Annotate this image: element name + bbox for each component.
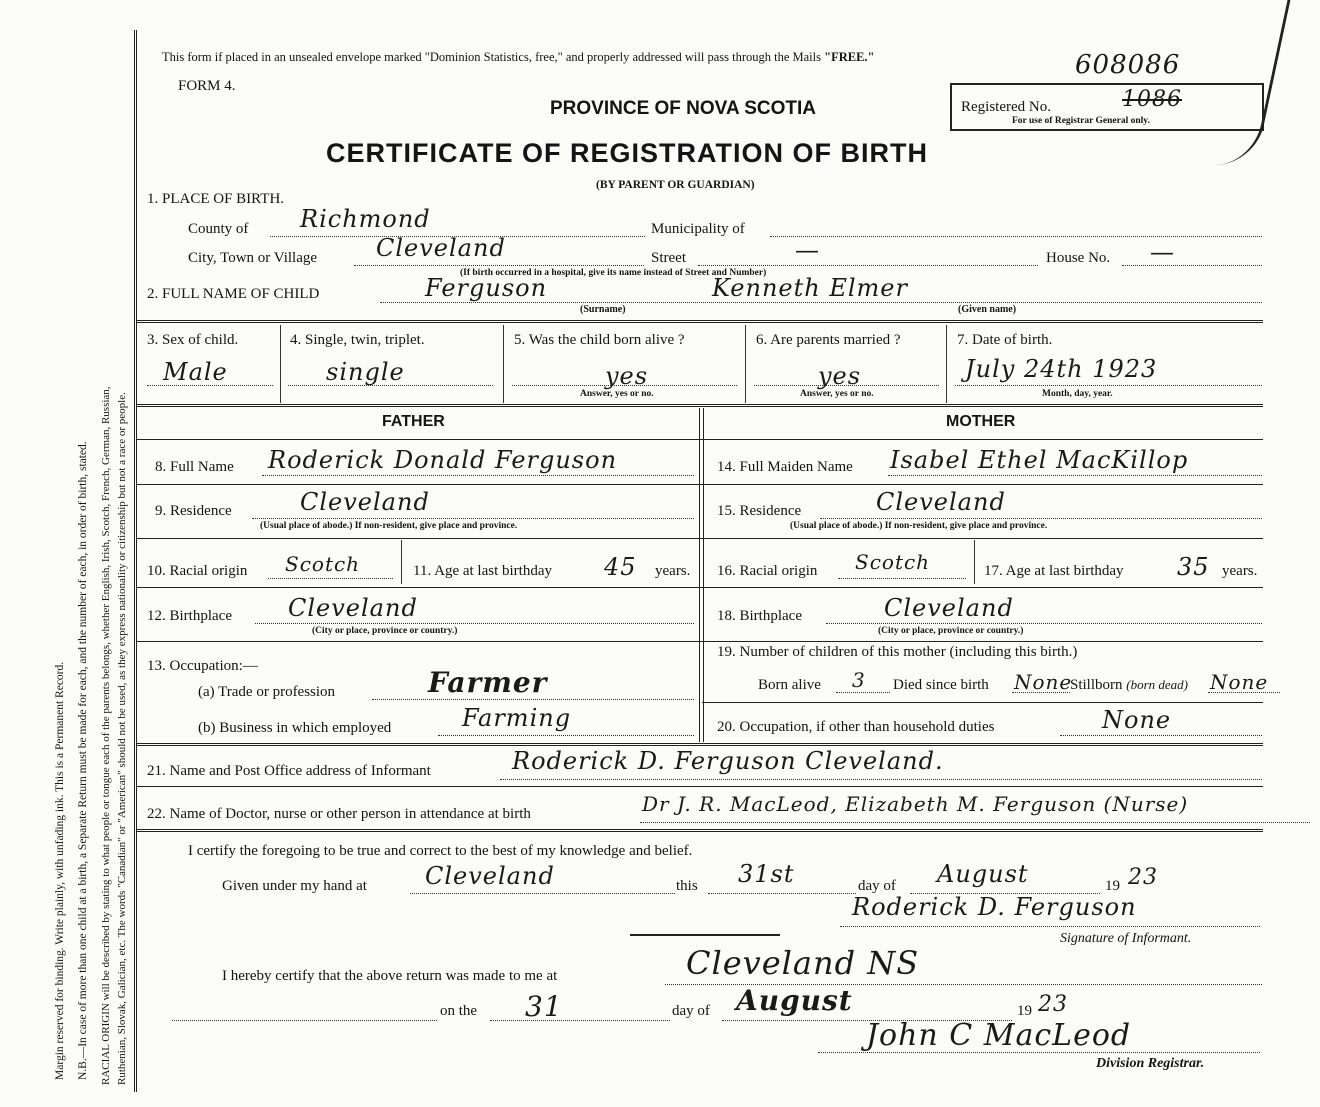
alive-value: yes bbox=[605, 362, 649, 390]
informant-label: 21. Name and Post Office address of Informant bbox=[147, 763, 431, 779]
dob-label: 7. Date of birth. bbox=[957, 332, 1053, 348]
trade-label: (a) Trade or profession bbox=[198, 684, 336, 700]
mother-age-divider bbox=[974, 540, 975, 584]
given-place-value: Cleveland bbox=[425, 862, 555, 890]
father-age-divider bbox=[401, 540, 402, 584]
given-note: (Given name) bbox=[958, 304, 1017, 315]
house-label: House No. bbox=[1046, 250, 1111, 266]
house-line bbox=[1122, 265, 1262, 266]
street-value: — bbox=[795, 236, 820, 264]
business-line bbox=[438, 735, 694, 736]
business-label: (b) Business in which employed bbox=[198, 720, 392, 736]
mother-occupation-value: None bbox=[1102, 706, 1172, 734]
mother-name-label: 14. Full Maiden Name bbox=[717, 459, 853, 475]
sex-line bbox=[147, 385, 273, 386]
mother-race-value: Scotch bbox=[855, 550, 931, 574]
informant-signature-label: Signature of Informant. bbox=[1060, 931, 1192, 946]
father-city-note: (City or place, province or country.) bbox=[312, 626, 458, 636]
parents-column-divider bbox=[699, 408, 704, 742]
margin-note-2: N.B.—In case of more than one child at a birth, a Separate Return must be made for each, and the number of each, in order of birth, stated. bbox=[77, 441, 89, 1080]
father-age-label: 11. Age at last birthday bbox=[413, 563, 552, 579]
mother-age-value: 35 bbox=[1177, 553, 1210, 581]
row-divider-2 bbox=[137, 404, 1263, 407]
doctor-value: Dr J. R. MacLeod, Elizabeth M. Ferguson (Nurse) bbox=[642, 792, 1189, 816]
registrar-statement: I hereby certify that the above return was made to me at bbox=[222, 968, 558, 984]
informant-value: Roderick D. Ferguson Cleveland. bbox=[512, 747, 944, 775]
binding-margin-line bbox=[134, 30, 137, 1092]
plurality-divider bbox=[503, 325, 504, 403]
father-race-label: 10. Racial origin bbox=[147, 563, 248, 579]
hospital-note: (If birth occurred in a hospital, give its name instead of Street and Number) bbox=[460, 268, 767, 278]
child-given: Kenneth Elmer bbox=[712, 274, 908, 302]
registrar-signature-label: Division Registrar. bbox=[1096, 1056, 1205, 1071]
parents-header-line bbox=[137, 439, 1263, 440]
mother-race-line bbox=[838, 578, 966, 579]
mother-age-label: 17. Age at last birthday bbox=[984, 563, 1124, 579]
surname-note: (Surname) bbox=[580, 304, 626, 315]
father-race-line bbox=[268, 578, 393, 579]
father-birthplace-value: Cleveland bbox=[288, 594, 418, 622]
row-19-line bbox=[702, 702, 1263, 703]
mail-notice-text: This form if placed in an unsealed envelope marked "Dominion Statistics, free," and properly addressed will pass through the Mails bbox=[162, 50, 821, 64]
business-value: Farming bbox=[462, 704, 572, 732]
child-name-line bbox=[380, 302, 1262, 303]
registrar-signature: John C MacLeod bbox=[866, 1018, 1132, 1053]
mother-race-label: 16. Racial origin bbox=[717, 563, 818, 579]
given-month-value: August bbox=[937, 860, 1029, 888]
born-alive-value: 3 bbox=[852, 668, 866, 692]
mother-birthplace-line bbox=[826, 623, 1262, 624]
dob-line bbox=[955, 385, 1262, 386]
registrar-dayof-label: day of bbox=[672, 1003, 710, 1019]
registered-label: Registered No. bbox=[961, 99, 1051, 115]
mail-notice-free: "FREE." bbox=[824, 50, 875, 64]
registered-value: 1086 bbox=[1122, 87, 1182, 112]
given-year-prefix: 19 bbox=[1105, 878, 1120, 894]
father-years: years. bbox=[655, 563, 691, 579]
city-label: City, Town or Village bbox=[188, 250, 318, 266]
father-res-label: 9. Residence bbox=[155, 503, 232, 519]
stillborn-note: (born dead) bbox=[1126, 677, 1189, 692]
row-10-line bbox=[137, 587, 1263, 588]
row-12-line bbox=[137, 641, 1263, 642]
father-name-value: Roderick Donald Ferguson bbox=[268, 446, 618, 474]
died-label: Died since birth bbox=[893, 677, 989, 693]
given-place-line bbox=[410, 893, 675, 894]
plurality-line bbox=[288, 385, 493, 386]
margin-note-4: Ruthenian, Slovak, Galician, etc. The words "Canadian" or "American" should not be used, as they express nationality or citizenship but not a race or people. bbox=[116, 392, 128, 1085]
mother-res-label: 15. Residence bbox=[717, 503, 802, 519]
married-value: yes bbox=[818, 362, 862, 390]
street-label: Street bbox=[651, 250, 686, 266]
alive-line bbox=[512, 385, 737, 386]
informant-signature: Roderick D. Ferguson bbox=[852, 893, 1137, 921]
province-heading: PROVINCE OF NOVA SCOTIA bbox=[550, 98, 817, 119]
given-day-value: 31st bbox=[738, 860, 795, 888]
row-13-line bbox=[137, 743, 1263, 746]
registrar-note: For use of Registrar General only. bbox=[1012, 116, 1150, 126]
father-race-value: Scotch bbox=[285, 552, 361, 576]
father-name-label: 8. Full Name bbox=[155, 459, 234, 475]
registrar-day-value: 31 bbox=[525, 990, 563, 1023]
place-heading: 1. PLACE OF BIRTH. bbox=[147, 191, 285, 207]
dob-value: July 24th 1923 bbox=[965, 355, 1158, 383]
alive-divider bbox=[745, 325, 746, 403]
plurality-value: single bbox=[326, 358, 405, 386]
given-label: Given under my hand at bbox=[222, 878, 367, 894]
row-22-line bbox=[137, 829, 1263, 832]
father-age-value: 45 bbox=[604, 553, 637, 581]
mother-birthplace-label: 18. Birthplace bbox=[717, 608, 802, 624]
plurality-label: 4. Single, twin, triplet. bbox=[290, 332, 425, 348]
children-label: 19. Number of children of this mother (including this birth.) bbox=[717, 644, 1078, 660]
certify-statement: I certify the foregoing to be true and correct to the best of my knowledge and belief. bbox=[188, 843, 693, 859]
mother-res-value: Cleveland bbox=[876, 488, 1006, 516]
registrar-place-value: Cleveland NS bbox=[686, 944, 920, 982]
informant-signature-line bbox=[840, 926, 1260, 927]
given-year-value: 23 bbox=[1128, 865, 1158, 890]
stillborn-label bbox=[1070, 677, 1188, 694]
alive-note: Answer, yes or no. bbox=[580, 389, 654, 399]
municipality-line bbox=[770, 236, 1262, 237]
doctor-label: 22. Name of Doctor, nurse or other person in attendance at birth bbox=[147, 806, 531, 822]
died-value: None bbox=[1014, 670, 1073, 694]
married-divider bbox=[946, 325, 947, 403]
registrar-day-line bbox=[490, 1020, 670, 1021]
trade-value: Farmer bbox=[428, 666, 548, 699]
married-label: 6. Are parents married ? bbox=[756, 332, 901, 348]
given-dayof-label: day of bbox=[858, 878, 896, 894]
dob-note: Month, day, year. bbox=[1042, 389, 1113, 399]
house-value: — bbox=[1150, 238, 1175, 266]
row-divider-1 bbox=[137, 320, 1263, 323]
child-name-label: 2. FULL NAME OF CHILD bbox=[147, 286, 320, 302]
mother-years: years. bbox=[1222, 563, 1258, 579]
father-occupation-label: 13. Occupation:— bbox=[147, 658, 258, 674]
mother-res-line bbox=[820, 518, 1262, 519]
certificate-title: CERTIFICATE OF REGISTRATION OF BIRTH bbox=[326, 138, 928, 168]
county-label: County of bbox=[188, 221, 249, 237]
father-res-line bbox=[252, 518, 694, 519]
this-label: this bbox=[676, 878, 698, 894]
father-res-value: Cleveland bbox=[300, 488, 430, 516]
mail-notice bbox=[162, 50, 874, 65]
mother-birthplace-value: Cleveland bbox=[884, 594, 1014, 622]
mother-city-note: (City or place, province or country.) bbox=[878, 626, 1024, 636]
stillborn-value: None bbox=[1210, 670, 1269, 694]
father-heading: FATHER bbox=[382, 413, 445, 430]
father-birthplace-line bbox=[255, 623, 694, 624]
registrar-month-value: August bbox=[736, 984, 853, 1017]
married-line bbox=[754, 385, 939, 386]
mother-heading: MOTHER bbox=[946, 413, 1016, 430]
county-value: Richmond bbox=[300, 205, 431, 233]
mother-occupation-line bbox=[1060, 735, 1262, 736]
sex-label: 3. Sex of child. bbox=[147, 332, 239, 348]
mother-occupation-label: 20. Occupation, if other than household duties bbox=[717, 719, 995, 735]
street-line bbox=[698, 265, 1038, 266]
margin-note-1: Margin reserved for binding. Write plainly, with unfading ink. This is a Permanent Record. bbox=[54, 661, 66, 1080]
given-day-line bbox=[708, 893, 856, 894]
city-value: Cleveland bbox=[376, 234, 506, 262]
father-abode-note: (Usual place of abode.) If non-resident, give place and province. bbox=[260, 521, 518, 531]
married-note: Answer, yes or no. bbox=[800, 389, 874, 399]
father-name-line bbox=[262, 475, 694, 476]
sex-divider bbox=[280, 325, 281, 403]
certificate-subtitle: (BY PARENT OR GUARDIAN) bbox=[596, 179, 755, 191]
on-the-label: on the bbox=[440, 1003, 478, 1019]
born-alive-label: Born alive bbox=[758, 677, 821, 693]
doctor-line bbox=[640, 822, 1310, 823]
handwritten-serial: 608086 bbox=[1075, 50, 1181, 80]
trade-line bbox=[372, 699, 694, 700]
registrar-year-prefix: 19 bbox=[1017, 1003, 1032, 1019]
registrar-year-value: 23 bbox=[1038, 992, 1068, 1017]
registrar-divider bbox=[630, 934, 780, 936]
mother-name-line bbox=[888, 475, 1262, 476]
municipality-label: Municipality of bbox=[651, 221, 745, 237]
form-number: FORM 4. bbox=[178, 78, 236, 94]
registrar-blank-line bbox=[172, 1020, 437, 1021]
alive-label: 5. Was the child born alive ? bbox=[514, 332, 685, 348]
margin-note-3: RACIAL ORIGIN will be described by stating to what people or tongue each of the parents belongs, whether English, Irish, Scotch, French, German, Russian, bbox=[100, 386, 112, 1085]
mother-name-value: Isabel Ethel MacKillop bbox=[890, 446, 1189, 474]
born-alive-line bbox=[836, 692, 890, 693]
city-line bbox=[354, 265, 644, 266]
father-birthplace-label: 12. Birthplace bbox=[147, 608, 232, 624]
stillborn-text: Stillborn bbox=[1070, 677, 1123, 693]
row-8-line bbox=[137, 484, 1263, 485]
row-21-line bbox=[137, 786, 1263, 787]
child-surname: Ferguson bbox=[425, 274, 548, 302]
sex-value: Male bbox=[163, 358, 228, 386]
row-9-line bbox=[137, 538, 1263, 539]
mother-abode-note: (Usual place of abode.) If non-resident, give place and province. bbox=[790, 521, 1048, 531]
informant-line bbox=[500, 779, 1262, 780]
